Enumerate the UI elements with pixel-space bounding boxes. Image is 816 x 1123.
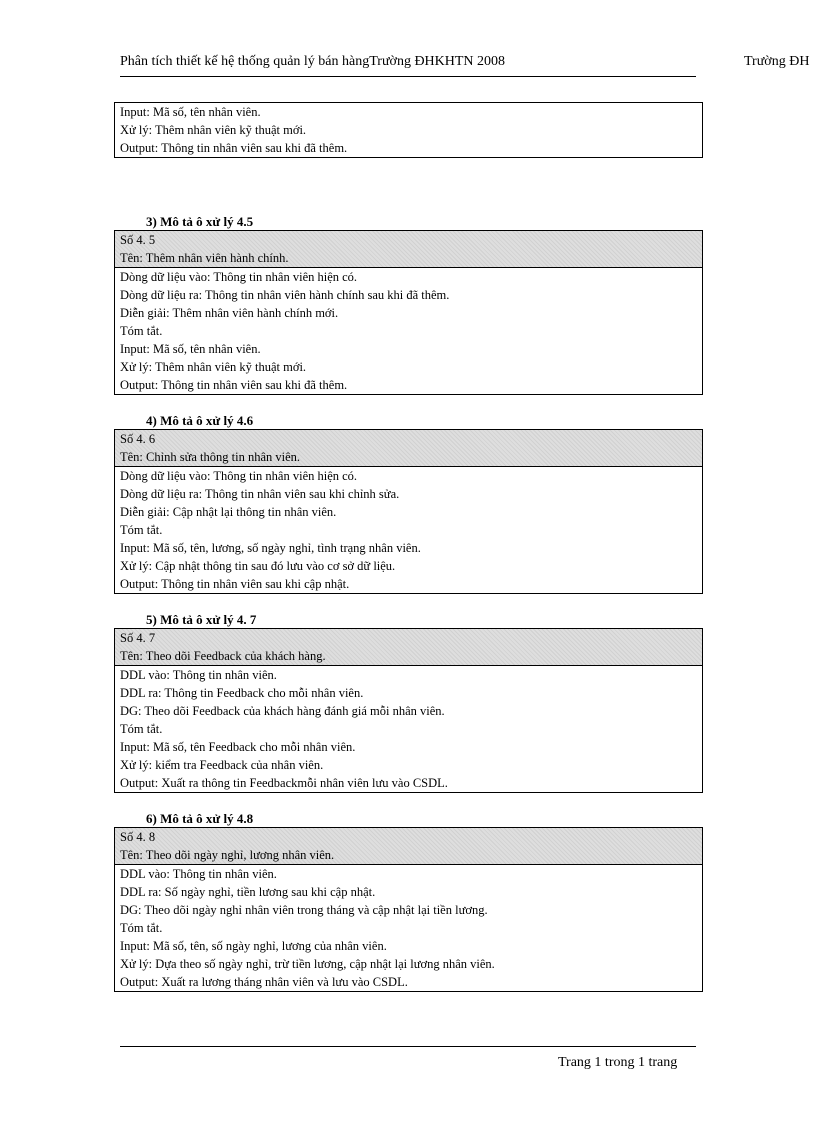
section-heading: 4) Mô tả ô xử lý 4.6 (146, 413, 254, 428)
box-line: Tóm tắt. (120, 722, 163, 736)
box-line: Input: Mã số, tên, số ngày nghỉ, lương của nhân viên. (120, 939, 387, 953)
process-box-header (115, 430, 702, 467)
box-line: DG: Theo dõi ngày nghỉ nhân viên trong tháng và cập nhật lại tiền lương. (120, 903, 488, 917)
footer-divider (120, 1046, 696, 1047)
process-box-header (115, 629, 702, 666)
box-line: Xử lý: Cập nhật thông tin sau đó lưu vào cơ sở dữ liệu. (120, 559, 396, 573)
box-line: Xử lý: Thêm nhân viên kỹ thuật mới. (120, 123, 307, 137)
process-box-header (115, 231, 702, 268)
section-heading: 3) Mô tả ô xử lý 4.5 (146, 214, 254, 229)
page-number-footer: Trang 1 trong 1 trang (558, 1055, 678, 1070)
process-box (114, 429, 703, 594)
box-line: DDL vào: Thông tin nhân viên. (120, 867, 277, 881)
process-number: Số 4. 6 (120, 432, 156, 446)
box-line: Diễn giải: Cập nhật lại thông tin nhân viên. (120, 505, 337, 519)
process-box (114, 827, 703, 992)
box-line: Tóm tắt. (120, 523, 163, 537)
process-name: Tên: Chỉnh sửa thông tin nhân viên. (120, 450, 301, 464)
process-number: Số 4. 7 (120, 631, 156, 645)
box-line: Output: Thông tin nhân viên sau khi đã thêm. (120, 378, 348, 392)
page-header (120, 54, 810, 77)
process-name: Tên: Theo dõi Feedback của khách hàng. (120, 649, 326, 663)
box-line: Output: Xuất ra lương tháng nhân viên và lưu vào CSDL. (120, 975, 408, 989)
box-line: Output: Thông tin nhân viên sau khi cập nhật. (120, 577, 350, 591)
box-line: Output: Thông tin nhân viên sau khi đã thêm. (120, 141, 348, 155)
process-number: Số 4. 8 (120, 830, 156, 844)
section-heading: 6) Mô tả ô xử lý 4.8 (146, 811, 254, 826)
box-line: Tóm tắt. (120, 921, 163, 935)
box-line: Xử lý: Dựa theo số ngày nghỉ, trừ tiền lương, cập nhật lại lương nhân viên. (120, 957, 495, 971)
process-name: Tên: Theo dõi ngày nghỉ, lương nhân viên. (120, 848, 335, 862)
process-box (114, 628, 703, 793)
section-heading: 5) Mô tả ô xử lý 4. 7 (146, 612, 257, 627)
box-line: DDL ra: Số ngày nghỉ, tiền lương sau khi cập nhật. (120, 885, 376, 899)
box-line: Input: Mã số, tên, lương, số ngày nghỉ, tình trạng nhân viên. (120, 541, 421, 555)
process-box (114, 230, 703, 395)
box-line: Xử lý: kiểm tra Feedback của nhân viên. (120, 758, 324, 772)
box-line: Input: Mã số, tên nhân viên. (120, 342, 261, 356)
header-title: Phân tích thiết kế hệ thống quản lý bán hàngTrường ĐHKHTN 2008 (120, 54, 506, 69)
process-number: Số 4. 5 (120, 233, 156, 247)
box-line: Xử lý: Thêm nhân viên kỹ thuật mới. (120, 360, 307, 374)
box-line: DDL vào: Thông tin nhân viên. (120, 668, 277, 682)
box-line: Output: Xuất ra thông tin Feedbackmỗi nhân viên lưu vào CSDL. (120, 776, 448, 790)
box-line: Input: Mã số, tên nhân viên. (120, 105, 261, 119)
box-line: Tóm tắt. (120, 324, 163, 338)
header-right-text: Trường ĐH (744, 54, 810, 69)
box-line: DDL ra: Thông tin Feedback cho mỗi nhân viên. (120, 686, 364, 700)
box-line: Diễn giải: Thêm nhân viên hành chính mới. (120, 306, 339, 320)
process-name: Tên: Thêm nhân viên hành chính. (120, 251, 289, 265)
box-line: Dòng dữ liệu ra: Thông tin nhân viên hành chính sau khi đã thêm. (120, 288, 450, 302)
box-line: Dòng dữ liệu ra: Thông tin nhân viên sau khi chỉnh sửa. (120, 487, 400, 501)
box-line: Input: Mã số, tên Feedback cho mỗi nhân viên. (120, 740, 356, 754)
box-line: Dòng dữ liệu vào: Thông tin nhân viên hiện có. (120, 270, 358, 284)
box-line: Dòng dữ liệu vào: Thông tin nhân viên hiện có. (120, 469, 358, 483)
box-line: DG: Theo dõi Feedback của khách hàng đánh giá mỗi nhân viên. (120, 704, 445, 718)
process-box-header (115, 828, 702, 865)
process-box-continued (114, 102, 703, 158)
